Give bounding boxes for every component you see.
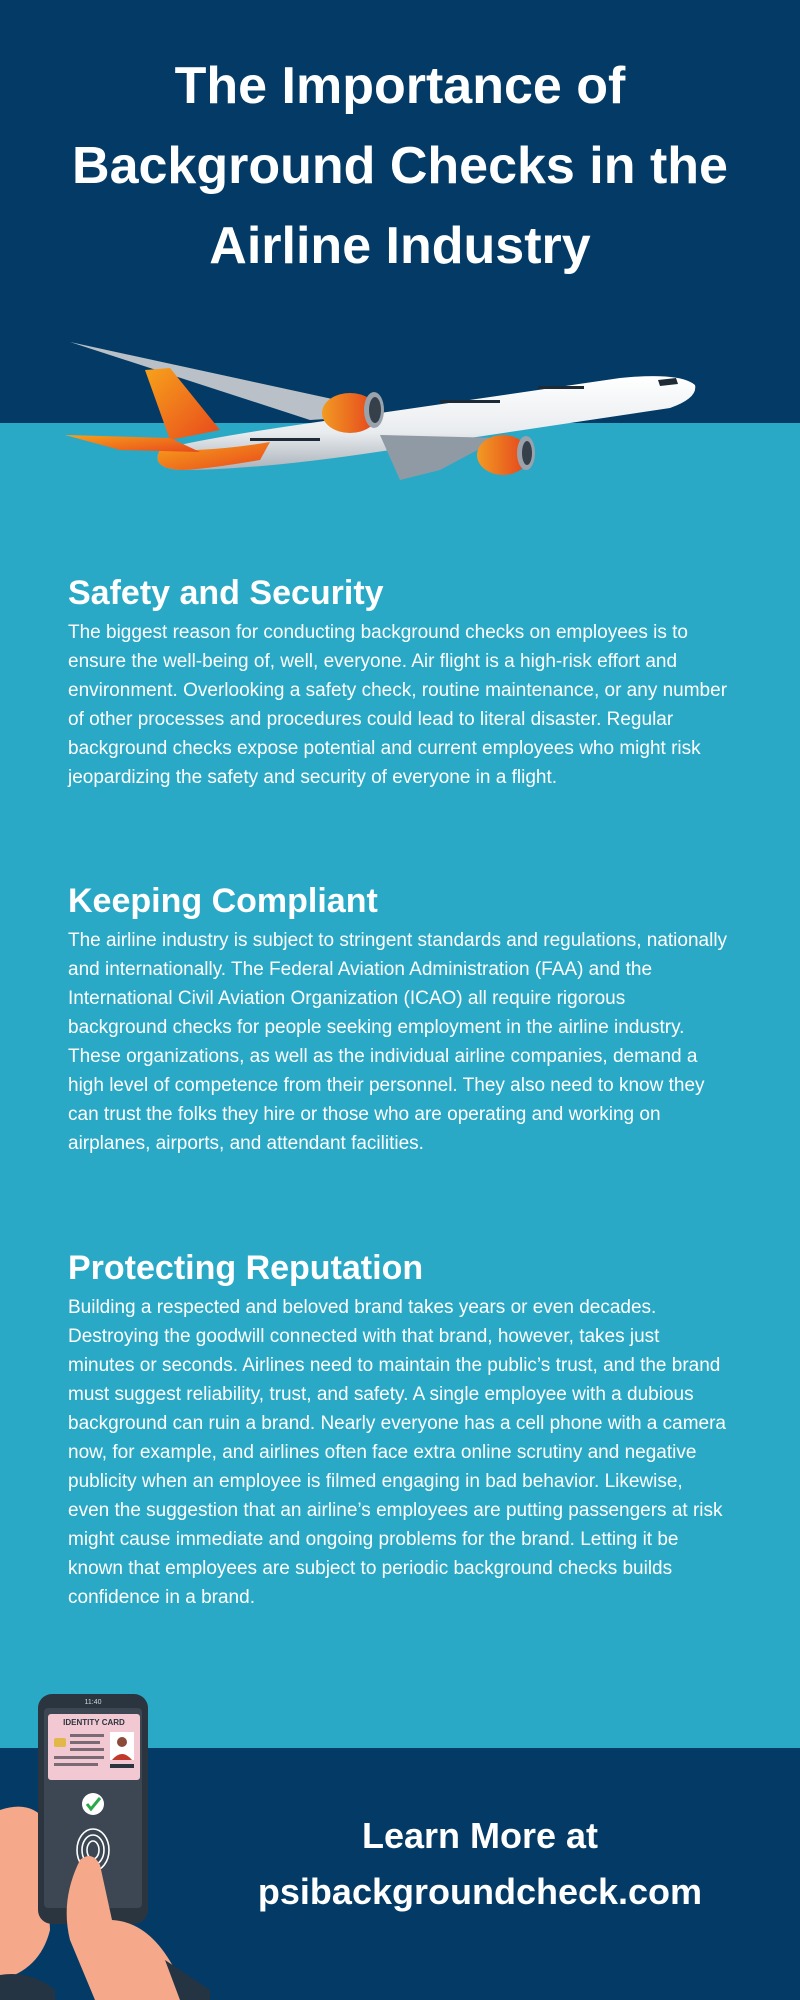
section-body: The biggest reason for conducting background checks on employees is to ensure the well-being of, well, everyone. Air flight is a high-risk effort and environment. Overlooking a safety check, routine maintenance, or any number of other processes and procedures could lead to literal disaster. Regular background checks expose potential and current employees who might risk jeopardizing the safety and security of everyone in a flight. — [68, 622, 728, 788]
learn-more-cta — [220, 1808, 740, 1920]
section-heading: Keeping Compliant — [68, 882, 378, 920]
checkmark-icon — [82, 1793, 104, 1815]
section-safety — [68, 572, 728, 792]
section-heading: Protecting Reputation — [68, 1249, 424, 1287]
page-title: The Importance of Background Checks in the Airline Industry — [72, 57, 728, 275]
section-reputation — [68, 1247, 728, 1612]
svg-text:11:40: 11:40 — [84, 1699, 102, 1706]
section-compliance — [68, 880, 728, 1158]
cta-line-1: Learn More at — [361, 1815, 599, 1856]
phone-icon — [0, 1690, 220, 2000]
section-body: Building a respected and beloved brand takes years or even decades. Destroying the goodwill connected with that brand, however, takes just minutes or seconds. Airlines need to maintain the public’s trust, and the brand must suggest reliability, trust, and safety. A single employee with a dubious background can ruin a brand. Nearly everyone has a cell phone with a camera now, for example, and airlines often face extra online scrutiny and negative publicity when an employee is filmed engaging in bad behavior. Likewise, even the suggestion that an airline’s employees are putting passengers at risk might cause immediate and ongoing problems for the brand. Letting it be known that employees are subject to periodic background checks builds confidence in a brand. — [68, 1297, 726, 1608]
airplane-icon — [60, 320, 710, 490]
card-title: IDENTITY CARD — [63, 1718, 125, 1727]
section-body: The airline industry is subject to stringent standards and regulations, nationally and internationally. The Federal Aviation Administration (FAA) and the International Civil Aviation Organization (ICAO) all require rigorous background checks for people seeking employment in the airline industry. These organizations, as well as the individual airline companies, demand a high level of competence from their personnel. They also need to know they can trust the folks they hire or those who are operating and working on airplanes, airports, and attendant facilities. — [68, 930, 728, 1154]
section-heading: Safety and Security — [68, 574, 384, 612]
website-link[interactable]: psibackgroundcheck.com — [257, 1871, 703, 1912]
